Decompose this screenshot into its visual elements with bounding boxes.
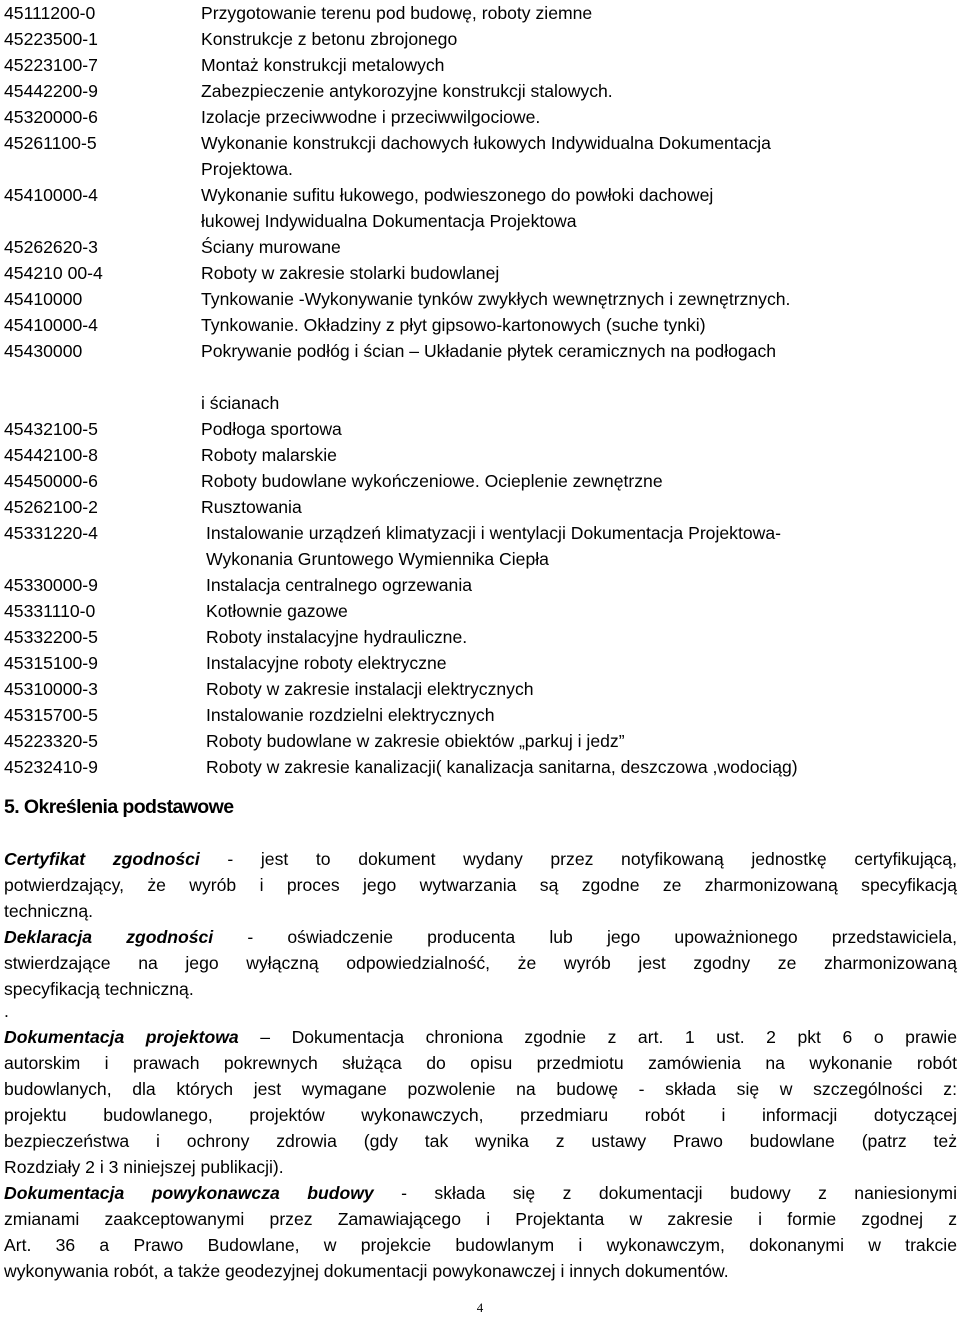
- cpv-description: [206, 520, 781, 572]
- cpv-description-line: Wykonanie sufitu łukowego, podwieszonego do powłoki dachowej: [201, 185, 714, 205]
- cpv-row: [4, 78, 960, 104]
- cpv-description-line: Instalacyjne roboty elektryczne: [206, 653, 447, 673]
- definition-text: - oświadczenie producenta lub jego upoważnionego przedstawiciela,: [213, 927, 957, 947]
- cpv-description-line: Roboty instalacyjne hydrauliczne.: [206, 627, 468, 647]
- cpv-code: 45262620-3: [4, 237, 98, 257]
- cpv-row: [4, 624, 960, 650]
- cpv-code: 45442200-9: [4, 81, 98, 101]
- cpv-description-line: Roboty budowlane wykończeniowe. Ocieplenie zewnętrzne: [201, 471, 663, 491]
- cpv-row: [4, 416, 960, 442]
- cpv-code: 45430000: [4, 341, 83, 361]
- cpv-description-line: Przygotowanie terenu pod budowę, roboty ziemne: [201, 3, 593, 23]
- cpv-row: [4, 26, 960, 52]
- cpv-description: [201, 338, 776, 416]
- cpv-description-line: Rusztowania: [201, 497, 302, 517]
- cpv-description: [201, 468, 663, 494]
- cpv-description: [206, 598, 348, 624]
- cpv-row: [4, 182, 960, 234]
- cpv-code: 45310000-3: [4, 679, 98, 699]
- definition-text: - jest to dokument wydany przez notyfikowaną jednostkę certyfikującą,: [199, 849, 957, 869]
- cpv-description-line: Instalowanie rozdzielni elektrycznych: [206, 705, 495, 725]
- cpv-row: [4, 52, 960, 78]
- cpv-row: [4, 442, 960, 468]
- cpv-description: [206, 676, 534, 702]
- cpv-description-line: Kotłownie gazowe: [206, 601, 348, 621]
- cpv-description-line: Pokrywanie podłóg i ścian – Układanie płytek ceramicznych na podłogach: [201, 341, 777, 361]
- cpv-row: [4, 572, 960, 598]
- cpv-code: 45331220-4: [4, 523, 98, 543]
- cpv-row: [4, 286, 960, 312]
- cpv-description-line: i ścianach: [201, 393, 280, 413]
- cpv-code: 454210 00-4: [4, 263, 103, 283]
- cpv-row: [4, 676, 960, 702]
- cpv-description-line: Instalowanie urządzeń klimatyzacji i wentylacji Dokumentacja Projektowa-: [206, 523, 781, 543]
- cpv-description-line: łukowej Indywidualna Dokumentacja Projektowa: [201, 211, 577, 231]
- cpv-row: [4, 0, 960, 26]
- cpv-code: 45450000-6: [4, 471, 98, 491]
- cpv-row: [4, 104, 960, 130]
- cpv-description: [201, 312, 706, 338]
- cpv-row: [4, 494, 960, 520]
- definition-text: projektu budowlanego, projektów wykonawczych, przedmiaru robót i informacji dotyczącej: [4, 1105, 957, 1125]
- cpv-row: [4, 598, 960, 624]
- definition-text: wykonywania robót, a także geodezyjnej dokumentacji powykonawczej i innych dokumentów.: [4, 1261, 729, 1281]
- page-number: 4: [476, 1300, 484, 1315]
- definition-deklaracja-zgodnosci: [4, 924, 957, 1002]
- cpv-code: 45223500-1: [4, 29, 98, 49]
- cpv-row: [4, 728, 960, 754]
- cpv-code: 45315100-9: [4, 653, 98, 673]
- definition-dokumentacja-powykonawcza: [4, 1180, 957, 1284]
- cpv-description: [201, 78, 613, 104]
- cpv-description-line: Projektowa.: [201, 159, 293, 179]
- cpv-description-line: Podłoga sportowa: [201, 419, 342, 439]
- definition-text: specyfikacją techniczną.: [4, 979, 194, 999]
- cpv-description-line: Izolacje przeciwwodne i przeciwwilgociowe.: [201, 107, 541, 127]
- cpv-description: [201, 104, 540, 130]
- cpv-code: 45261100-5: [4, 133, 97, 153]
- cpv-description-line: Wykonanie konstrukcji dachowych łukowych Indywidualna Dokumentacja: [201, 133, 771, 153]
- cpv-code: 45410000-4: [4, 185, 98, 205]
- cpv-description: [201, 286, 790, 312]
- cpv-description: [206, 624, 467, 650]
- cpv-description-line: Zabezpieczenie antykorozyjne konstrukcji stalowych.: [201, 81, 613, 101]
- cpv-description: [206, 702, 494, 728]
- cpv-code: 45442100-8: [4, 445, 98, 465]
- cpv-description: [201, 442, 337, 468]
- definition-term: Dokumentacja projektowa: [4, 1027, 239, 1047]
- cpv-description-line: Tynkowanie -Wykonywanie tynków zwykłych wewnętrznych i zewnętrznych.: [201, 289, 791, 309]
- cpv-code: 45320000-6: [4, 107, 98, 127]
- cpv-code: 45410000: [4, 289, 83, 309]
- cpv-code: 45410000-4: [4, 315, 98, 335]
- cpv-row: [4, 130, 960, 182]
- definition-text: potwierdzający, że wyrób i proces jego wytwarzania są zgodne ze zharmonizowaną specyfikacją: [4, 875, 957, 895]
- definition-dokumentacja-projektowa: [4, 1024, 957, 1180]
- cpv-code: 45331110-0: [4, 601, 96, 621]
- cpv-row: [4, 520, 960, 572]
- cpv-description: [201, 234, 341, 260]
- cpv-description-line: Konstrukcje z betonu zbrojonego: [201, 29, 458, 49]
- definition-text: bezpieczeństwa i ochrony zdrowia (gdy tak wynika z ustawy Prawo budowlane (patrz też: [4, 1131, 957, 1151]
- section-heading: 5. Określenia podstawowe: [4, 796, 234, 818]
- cpv-description: [206, 754, 798, 780]
- cpv-description-line: Ściany murowane: [201, 237, 341, 257]
- cpv-description: [201, 182, 713, 234]
- cpv-row: [4, 650, 960, 676]
- cpv-code: 45432100-5: [4, 419, 98, 439]
- cpv-description-line: Wykonania Gruntowego Wymiennika Ciepła: [206, 549, 549, 569]
- cpv-row: [4, 234, 960, 260]
- cpv-description: [201, 52, 444, 78]
- cpv-description-line: Instalacja centralnego ogrzewania: [206, 575, 473, 595]
- cpv-code: 45223320-5: [4, 731, 98, 751]
- cpv-code: 45111200-0: [4, 3, 96, 23]
- cpv-code: 45232410-9: [4, 757, 98, 777]
- cpv-row: [4, 260, 960, 286]
- cpv-row: [4, 754, 960, 780]
- separator-dot: .: [4, 1001, 9, 1021]
- definition-term: Deklaracja zgodności: [4, 927, 214, 947]
- cpv-description-line: Roboty w zakresie stolarki budowlanej: [201, 263, 500, 283]
- definition-text: Rozdziały 2 i 3 niniejszej publikacji).: [4, 1157, 284, 1177]
- cpv-description: [206, 728, 625, 754]
- definition-text: – Dokumentacja chroniona zgodnie z art. 1 ust. 2 pkt 6 o prawie: [238, 1027, 957, 1047]
- cpv-description: [201, 26, 457, 52]
- definition-text: - składa się z dokumentacji budowy z naniesionymi: [373, 1183, 957, 1203]
- definition-text: Art. 36 a Prawo Budowlane, w projekcie budowlanym i wykonawczym, dokonanymi w trakcie: [4, 1235, 957, 1255]
- cpv-description: [201, 130, 771, 182]
- definition-text: budowlanych, dla których jest wymagane pozwolenie na budowę - składa się w szczególności z:: [4, 1079, 957, 1099]
- cpv-code: 45315700-5: [4, 705, 98, 725]
- cpv-code: 45332200-5: [4, 627, 98, 647]
- definition-text: autorskim i prawach pokrewnych służąca do opisu przedmiotu zamówienia na wykonanie robót: [4, 1053, 957, 1073]
- cpv-description-line: Roboty malarskie: [201, 445, 337, 465]
- cpv-code: 45223100-7: [4, 55, 98, 75]
- definition-term: Dokumentacja powykonawcza budowy: [4, 1183, 374, 1203]
- cpv-description: [206, 650, 447, 676]
- cpv-row: [4, 702, 960, 728]
- cpv-description: [201, 416, 342, 442]
- cpv-description-line: [201, 364, 776, 390]
- definition-term: Certyfikat zgodności: [4, 849, 200, 869]
- cpv-description-line: Roboty budowlane w zakresie obiektów „parkuj i jedz”: [206, 731, 625, 751]
- cpv-row: [4, 338, 960, 416]
- cpv-description-line: Roboty w zakresie kanalizacji( kanalizacja sanitarna, deszczowa ,wodociąg): [206, 757, 798, 777]
- definition-text: stwierdzające na jego wyłączną odpowiedzialność, że wyrób jest zgodny ze zharmonizowaną: [4, 953, 957, 973]
- cpv-description: [201, 260, 499, 286]
- cpv-description-line: Montaż konstrukcji metalowych: [201, 55, 445, 75]
- cpv-row: [4, 468, 960, 494]
- definition-text: zmianami zaakceptowanymi przez Zamawiającego i Projektanta w zakresie i formie zgodnej z: [4, 1209, 957, 1229]
- cpv-description: [206, 572, 472, 598]
- definition-certyfikat-zgodnosci: [4, 846, 957, 924]
- cpv-code: 45262100-2: [4, 497, 98, 517]
- cpv-description-line: Roboty w zakresie instalacji elektrycznych: [206, 679, 534, 699]
- cpv-code: 45330000-9: [4, 575, 98, 595]
- cpv-description-line: Tynkowanie. Okładziny z płyt gipsowo-kartonowych (suche tynki): [201, 315, 706, 335]
- cpv-description: [201, 0, 592, 26]
- definition-text: techniczną.: [4, 901, 93, 921]
- cpv-description: [201, 494, 302, 520]
- cpv-row: [4, 312, 960, 338]
